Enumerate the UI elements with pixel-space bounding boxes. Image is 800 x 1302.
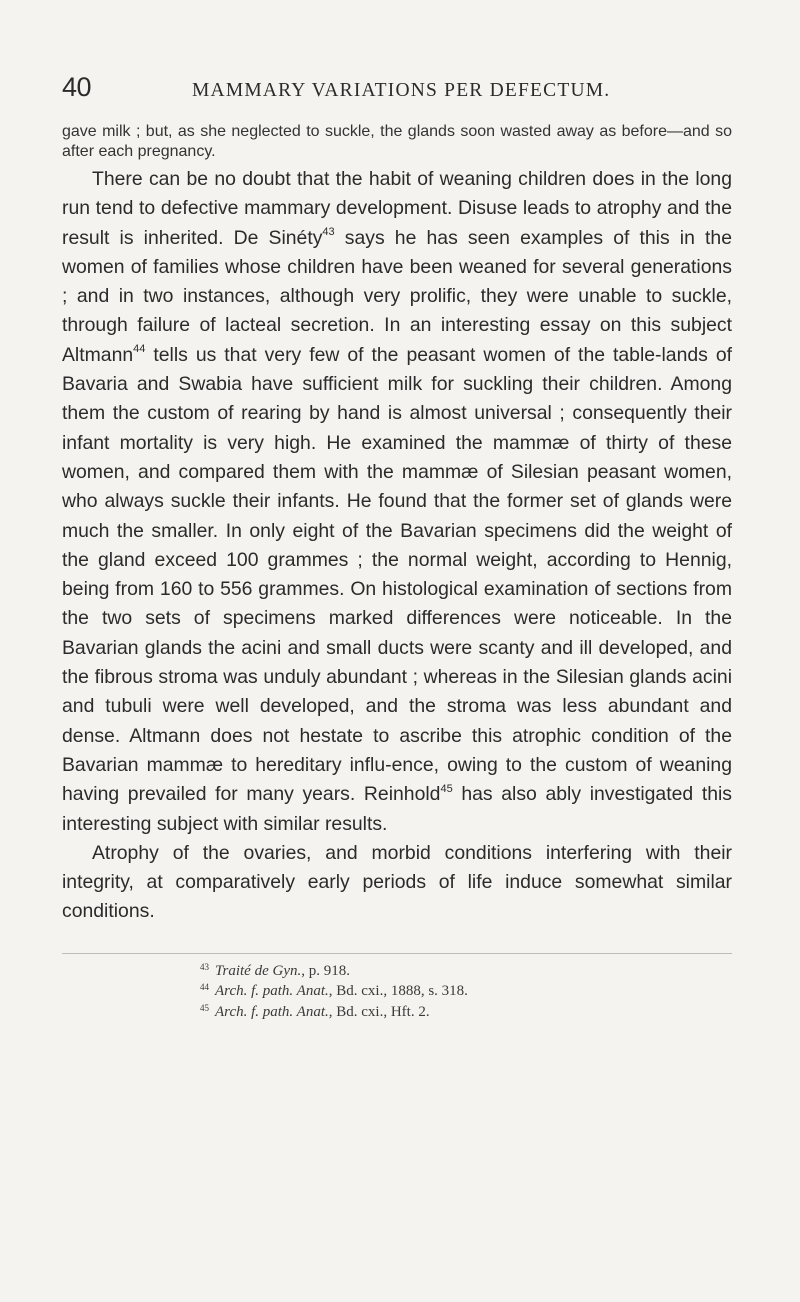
footnote-rest: , Bd. cxi., Hft. 2. [328, 1003, 430, 1020]
paragraph-1 [62, 165, 732, 839]
footnote-title: Arch. f. path. Anat. [215, 983, 329, 1000]
footnote [200, 982, 732, 1003]
footnote [200, 962, 732, 983]
footnote-title: Traité de Gyn. [215, 962, 302, 979]
running-head: MAMMARY VARIATIONS PER DEFECTUM. [192, 80, 611, 101]
main-text [62, 165, 732, 927]
footnote-divider [62, 953, 732, 954]
page-number: 40 [62, 72, 92, 102]
lead-paragraph: gave milk ; but, as she neglected to suckle, the glands soon wasted away as before—and so after each pregnancy. [62, 123, 732, 160]
paragraph-1-part-a: There can be no doubt that the habit of weaning children does in the long run tend to defective mammary development. Disuse leads to atrophy and the result is inherited. De Sinéty [62, 168, 732, 249]
page-header [62, 72, 732, 112]
paragraph-1-part-d: has also ably investigated this interesting subject with similar results. [62, 783, 732, 835]
footnote-mark: 44 [200, 982, 209, 993]
paragraph-1-part-c: tells us that very few of the peasant women of the table-lands of Bavaria and Swabia have sufficient milk for suckling their children. Among them the custom of rearing by hand is almost universal ; consequently their infant mortality is very high. He examined the mammæ of thirty of these women, and compared them with the mammæ of Silesian peasant women, who always suckle their infants. He found that the former set of glands were much the smaller. In only eight of the Bavarian specimens did the weight of the gland exceed 100 grammes ; the normal weight, according to Hennig, being from 160 to 556 grammes. On histological examination of sections from the two sets of specimens marked differences were noticeable. In the Bavarian glands the acini and small ducts were scanty and ill developed, and the fibrous stroma was unduly abundant ; whereas in the Silesian glands acini and tubuli were well developed, and the stroma was less abundant and dense. Altmann does not hestate to ascribe this atrophic condition of the Bavarian mammæ to hereditary influ-ence, owing to the custom of weaning having prevailed for many years. Reinhold [62, 343, 732, 806]
footnote-ref-43[interactable]: 43 [322, 226, 335, 239]
footnote-title: Arch. f. path. Anat. [215, 1003, 329, 1020]
footnote-mark: 45 [200, 1002, 209, 1013]
footnote-ref-45[interactable]: 45 [440, 782, 453, 795]
footnote [200, 1003, 732, 1024]
paragraph-1-part-b: says he has seen examples of this in the women of families whose children have been weaned for several generations ; and in two instances, although very prolific, they were unable to suckle, through failure of lacteal secretion. In an interesting essay on this subject Altmann [62, 226, 732, 366]
paragraph-2: Atrophy of the ovaries, and morbid conditions interfering with their integrity, at comparatively early periods of life induce somewhat similar conditions. [62, 841, 732, 923]
footnotes [200, 962, 732, 1024]
footnote-rest: , Bd. cxi., 1888, s. 318. [328, 983, 468, 1000]
footnote-rest: , p. 918. [301, 962, 350, 979]
footnote-ref-44[interactable]: 44 [133, 343, 146, 356]
book-page [62, 72, 732, 1023]
footnote-mark: 43 [200, 961, 209, 972]
